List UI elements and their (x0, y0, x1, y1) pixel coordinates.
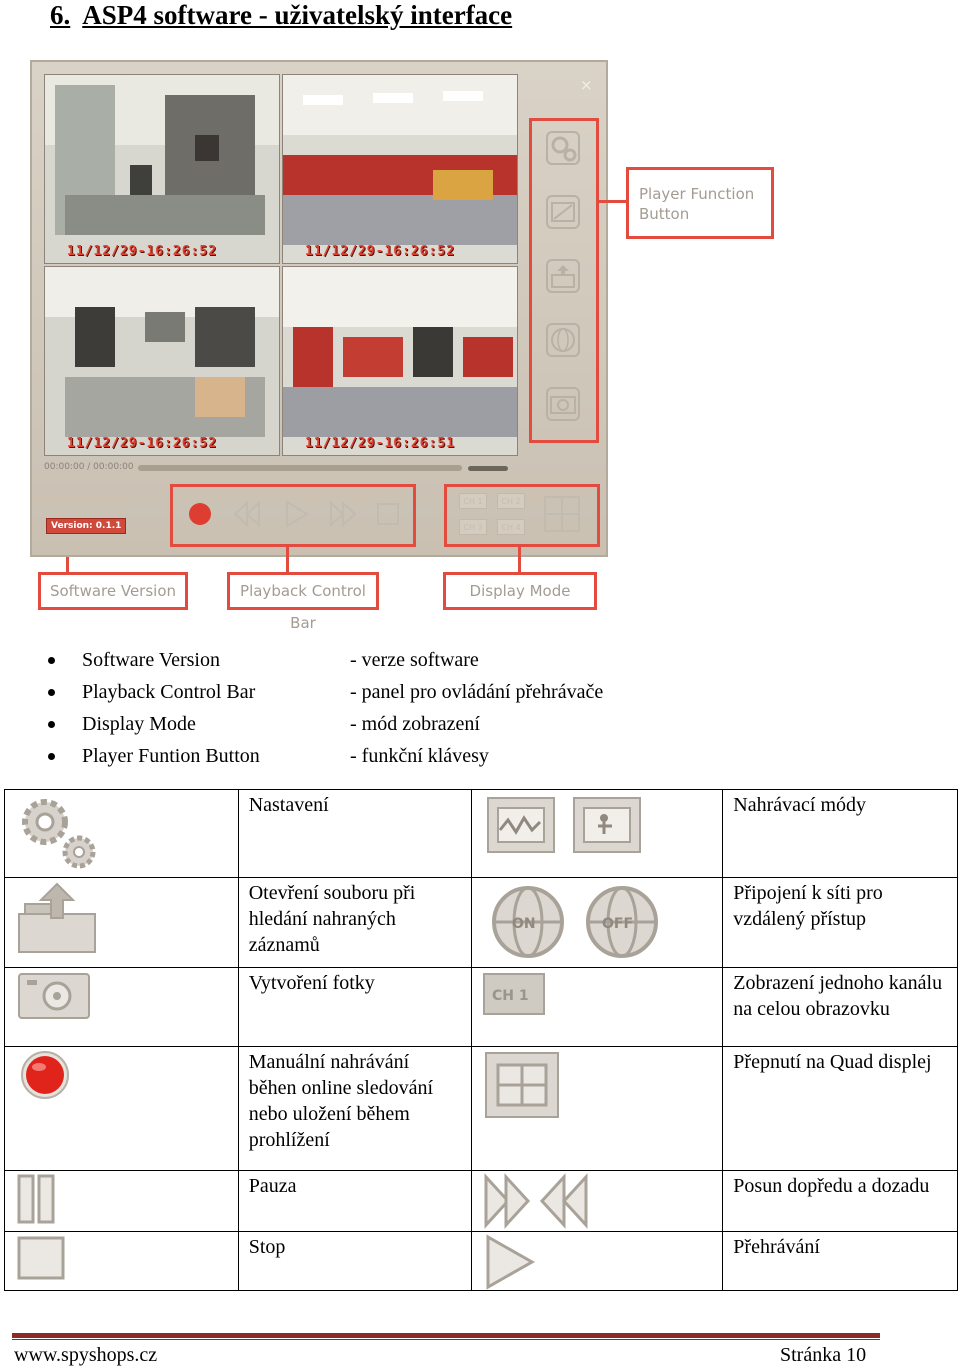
callout-display-mode (443, 572, 597, 610)
icon-legend-table (4, 789, 958, 1291)
table-row (5, 1171, 958, 1232)
ch1-label: CH 1 (492, 988, 529, 1004)
rewind-icon[interactable] (231, 499, 261, 529)
list-description: - verze software (350, 649, 479, 671)
camera-timestamp: 11/12/29-16:26:52 (305, 244, 456, 259)
icon-cell (472, 790, 723, 878)
table-cell: Stop (238, 1232, 472, 1291)
camera-timestamp: 11/12/29-16:26:51 (305, 436, 456, 451)
office-scene-image (45, 267, 280, 456)
table-cell: Nahrávací módy (723, 790, 958, 878)
icon-cell (472, 1232, 723, 1291)
playback-control-bar (170, 484, 416, 547)
callout-connector (66, 557, 69, 573)
record-mode-icons (482, 792, 652, 858)
channel-1-button[interactable]: CH 1 (459, 493, 487, 509)
icon-cell (472, 968, 723, 1047)
camera-timestamp: 11/12/29-16:26:52 (67, 244, 218, 259)
stop-icon (15, 1234, 67, 1282)
camera-feed-2 (282, 74, 518, 264)
table-row (5, 1232, 958, 1291)
list-description: - funkční klávesy (350, 745, 489, 767)
close-icon[interactable]: × (580, 76, 593, 94)
footer-page-number: Stránka 10 (780, 1344, 867, 1366)
list-term: Display Mode (82, 713, 196, 735)
callout-connector (286, 545, 289, 573)
quad-view-icon[interactable] (543, 495, 581, 533)
record-mode-icon[interactable] (546, 195, 580, 229)
office-scene-image (45, 75, 280, 264)
bullet (48, 657, 55, 664)
seek-bar[interactable] (138, 465, 462, 471)
icon-cell (5, 968, 239, 1047)
list-description: - mód zobrazení (350, 713, 480, 735)
icon-cell (5, 1047, 239, 1171)
callout-label: Software Version (49, 582, 177, 600)
callout-label: Player Function Button (639, 185, 755, 223)
callout-label: Display Mode (469, 582, 571, 600)
callout-player-function (626, 167, 774, 239)
play-icon[interactable] (281, 499, 311, 529)
network-on-label: ON (512, 916, 537, 932)
open-folder-icon (15, 880, 99, 956)
player-function-panel (529, 118, 599, 443)
list-item (48, 708, 748, 740)
record-icon (15, 1049, 75, 1103)
settings-gear-icon (15, 792, 105, 872)
open-folder-icon[interactable] (546, 259, 580, 293)
list-item (48, 644, 748, 676)
table-row (5, 878, 958, 968)
play-icon (482, 1234, 538, 1290)
app-screenshot (30, 60, 608, 557)
fast-forward-rewind-icons (482, 1173, 594, 1229)
time-readout: 00:00:00 / 00:00:00 (44, 462, 134, 472)
network-on-off-icons (482, 880, 672, 964)
table-cell: Manuální nahrávání běhen online sledování nebo uložení během prohlížení (238, 1047, 472, 1171)
network-off-label: OFF (602, 916, 634, 932)
camera-feed-1 (44, 74, 280, 264)
table-cell: Přepnutí na Quad displej (723, 1047, 958, 1171)
network-globe-icon[interactable] (546, 323, 580, 357)
channel-4-button[interactable]: CH 4 (497, 519, 525, 535)
list-item (48, 740, 748, 772)
table-cell: Přehrávání (723, 1232, 958, 1291)
list-term: Software Version (82, 649, 220, 671)
channel-1-icon (482, 970, 548, 1018)
snapshot-camera-icon (15, 970, 93, 1022)
footer-rule (12, 1333, 880, 1338)
list-item (48, 676, 748, 708)
office-scene-image (283, 267, 518, 456)
list-term: Playback Control Bar (82, 681, 256, 703)
callout-connector (518, 545, 521, 573)
list-term: Player Funtion Button (82, 745, 260, 767)
list-description: - panel pro ovládání přehrávače (350, 681, 604, 703)
office-scene-image (283, 75, 518, 264)
volume-slider[interactable] (468, 466, 508, 471)
icon-cell (5, 1232, 239, 1291)
footer-rule (12, 1339, 880, 1340)
camera-timestamp: 11/12/29-16:26:52 (67, 436, 218, 451)
footer-website[interactable]: www.spyshops.cz (14, 1344, 158, 1366)
table-row (5, 968, 958, 1047)
bullet (48, 721, 55, 728)
callout-playback-control (227, 572, 379, 632)
camera-feed-3 (44, 266, 280, 456)
icon-cell (472, 1171, 723, 1232)
table-cell: Vytvoření fotky (238, 968, 472, 1047)
table-cell: Posun dopředu a dozadu (723, 1171, 958, 1232)
term-list (48, 644, 748, 772)
table-row (5, 790, 958, 878)
record-button[interactable] (189, 503, 211, 525)
callout-software-version (38, 572, 188, 610)
icon-cell (5, 1171, 239, 1232)
version-badge: Version: 0.1.1 (46, 518, 126, 534)
channel-3-button[interactable]: CH 3 (459, 519, 487, 535)
stop-icon[interactable] (373, 499, 403, 529)
channel-2-button[interactable]: CH 2 (497, 493, 525, 509)
icon-cell (472, 878, 723, 968)
section-heading (50, 0, 512, 31)
quad-view-icon (482, 1049, 562, 1121)
table-cell: Pauza (238, 1171, 472, 1232)
settings-gear-icon[interactable] (546, 131, 580, 165)
pause-icon (15, 1173, 59, 1225)
table-cell: Připojení k síti pro vzdálený přístup (723, 878, 958, 968)
table-cell: Otevření souboru při hledání nahraných záznamů (238, 878, 472, 968)
table-cell: Zobrazení jednoho kanálu na celou obrazovku (723, 968, 958, 1047)
table-cell: Nastavení (238, 790, 472, 878)
section-number: 6. (50, 0, 71, 30)
display-mode-panel (444, 484, 600, 547)
icon-cell (5, 878, 239, 968)
camera-feed-4 (282, 266, 518, 456)
bullet (48, 689, 55, 696)
section-title: ASP4 software - uživatelský interface (82, 0, 513, 30)
fast-forward-icon[interactable] (329, 499, 359, 529)
table-row (5, 1047, 958, 1171)
snapshot-camera-icon[interactable] (546, 387, 580, 421)
callout-label: Playback Control Bar (240, 582, 366, 632)
bullet (48, 753, 55, 760)
icon-cell (5, 790, 239, 878)
icon-cell (472, 1047, 723, 1171)
